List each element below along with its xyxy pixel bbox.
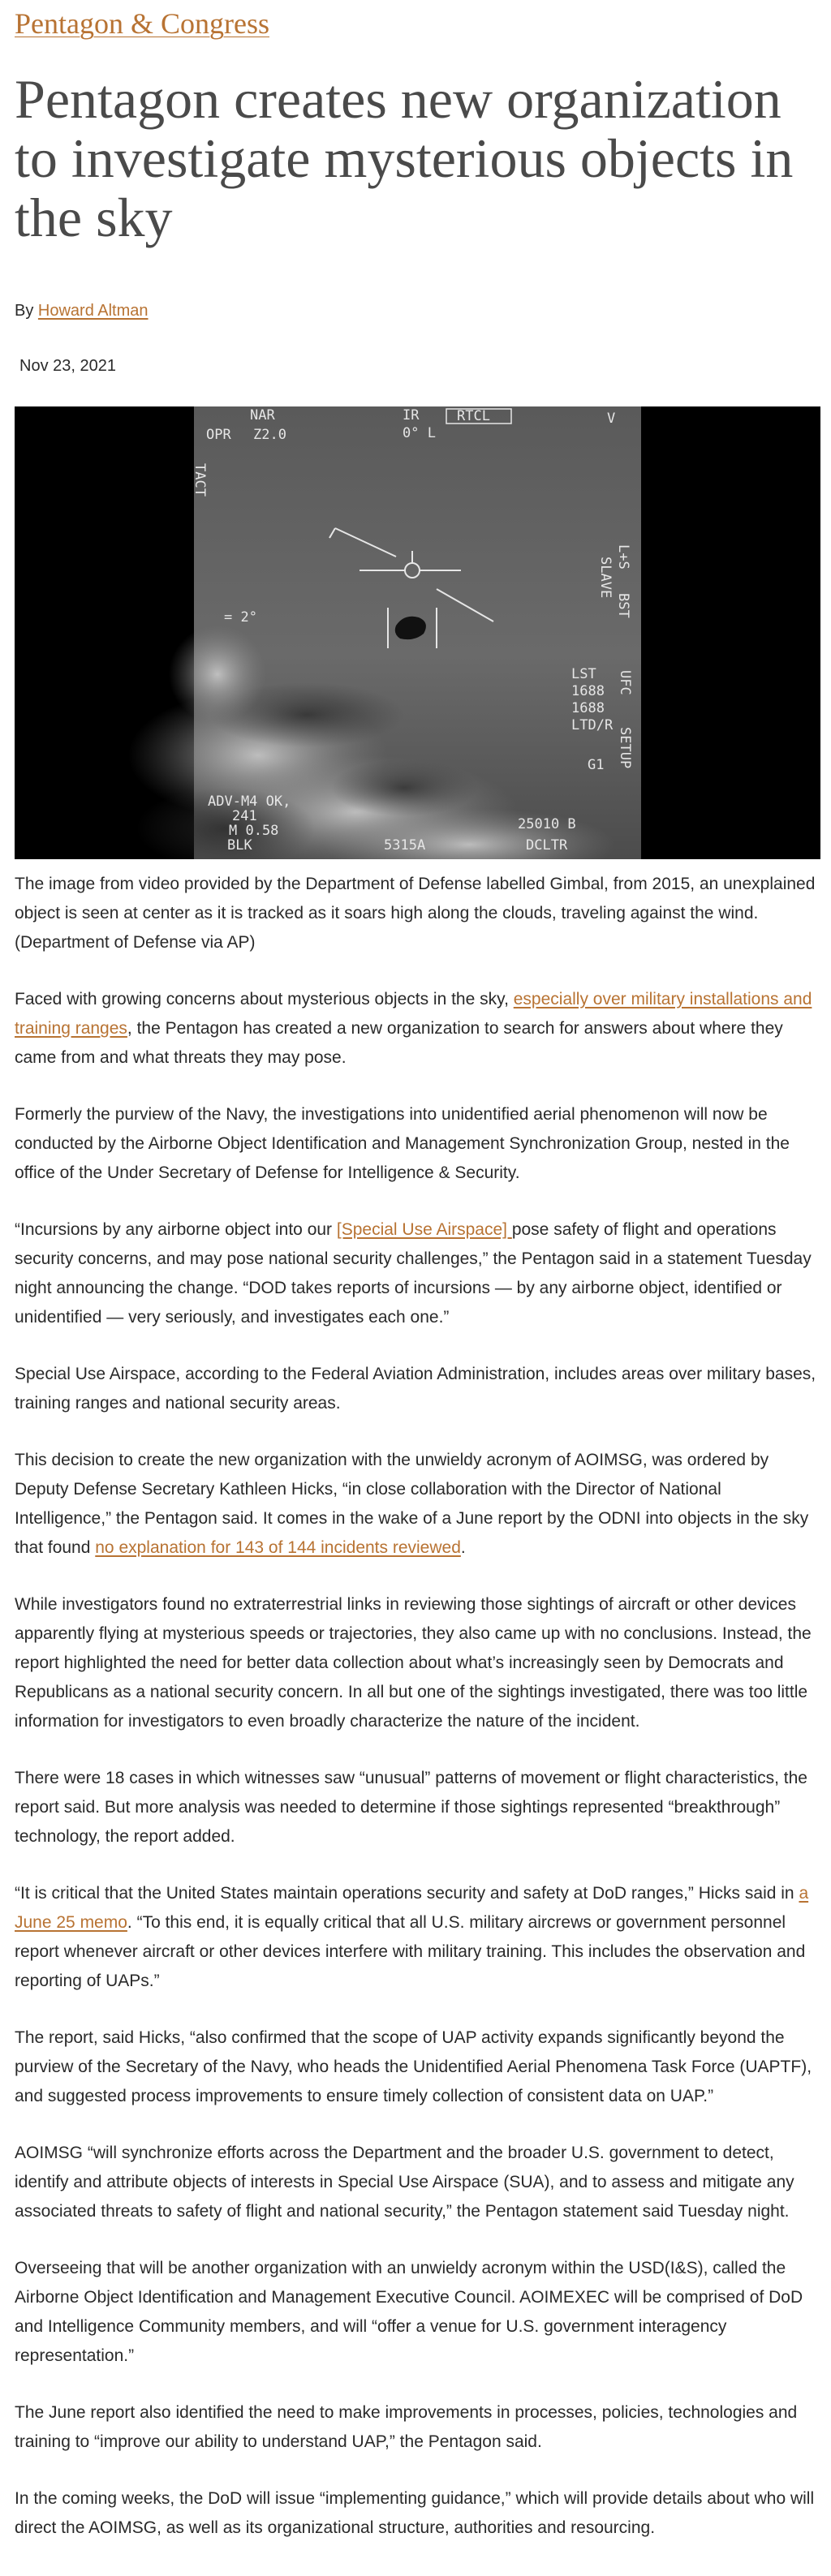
- text: .: [460, 1538, 466, 1557]
- image-caption: The image from video provided by the Department of Defense labelled Gimbal, from 2015, an unexplained object is seen at center as it is tracked as it soars high along the clouds, traveling against the wind. (Department of Defense via AP): [15, 875, 816, 952]
- hud-adv: ADV-M4 OK,: [208, 793, 291, 810]
- hud-g1: G1: [588, 757, 605, 773]
- paragraph: While investigators found no extraterrestrial links in reviewing those sightings of aircraft or other devices apparently flying at mysterious speeds or trajectories, they also came up with no conclusions. Instead, the report highlighted the need for better data collection about what’s increasingly seen by Democrats and Republicans as a national security concern. In all but one of the sightings investigated, there was too little information for investigators to even broadly characterize the nature of the incident.: [15, 1595, 812, 1731]
- hud-right-col: L+S: [615, 544, 631, 570]
- text: “It is critical that the United States maintain operations security and safety at DoD ranges,” Hicks said in: [15, 1884, 799, 1903]
- section-link[interactable]: Pentagon & Congress: [15, 7, 269, 40]
- hud-tact: TACT: [192, 463, 208, 497]
- paragraph: Special Use Airspace, according to the Federal Aviation Administration, includes areas over military bases, training ranges and national security areas.: [15, 1365, 816, 1413]
- text: “Incursions by any airborne object into our: [15, 1220, 337, 1239]
- hud-blk: BLK: [227, 837, 252, 854]
- hud-mach: M 0.58: [229, 823, 279, 839]
- hud-ir: IR: [403, 407, 420, 424]
- hud-opr: OPR: [206, 427, 231, 443]
- text: pose safety of flight and operations security concerns, and may pose national security challenges,” the Pentagon said in a statement Tuesday night announcing the change. “DOD takes reports of incursions — by any airborne object, identified or unidentified — very seriously, and investigates each one.”: [15, 1220, 812, 1327]
- author-link[interactable]: Howard Altman: [37, 302, 149, 320]
- article-body: [15, 870, 818, 2570]
- text: . “To this end, it is equally critical that all U.S. military aircrews or government personnel report whenever aircraft or other devices interfere with military training. This includes the observation and reporting of UAPs.”: [15, 1913, 806, 1990]
- paragraph: In the coming weeks, the DoD will issue “implementing guidance,” which will provide details about who will direct the AOIMSG, as well as its organizational structure, authorities and resourcing.: [15, 2489, 815, 2537]
- text: This decision to create the new organization with the unwieldy acronym of AOIMSG, was ordered by Deputy Defense Secretary Kathleen Hicks, “in close collaboration with the Director of National Intelligence,” the Pentagon said. It comes in the wake of a June report by the ODNI into objects in the sky that found: [15, 1451, 809, 1557]
- hud-zoom: Z2.0: [253, 427, 286, 443]
- hud-rtcl: RTCL: [457, 408, 490, 424]
- special-use-airspace-link[interactable]: [Special Use Airspace]: [336, 1220, 512, 1239]
- hud-ltd: LTD/R: [571, 717, 614, 733]
- hud-alt: 25010 B: [518, 816, 576, 832]
- paragraph: [15, 1215, 818, 1332]
- hud-ir-sub: 0° L: [403, 425, 436, 441]
- text: , the Pentagon has created a new organization to search for answers about where they came from and what threats they may pose.: [15, 1019, 783, 1067]
- article-title: Pentagon creates new organization to investigate mysterious objects in the sky: [15, 68, 794, 248]
- june-25-memo-link[interactable]: a June 25 memo: [15, 1884, 809, 1932]
- paragraph: The report, said Hicks, “also confirmed that the scope of UAP activity expands significantly beyond the purview of the Secretary of the Navy, who heads the Unidentified Aerial Phenomena Task Force (UAPTF), and suggested process improvements to ensure timely collection of consistent data on UAP.”: [15, 2028, 812, 2105]
- paragraph: There were 18 cases in which witnesses saw “unusual” patterns of movement or flight characteristics, the report said. But more analysis was needed to determine if those sightings represented “breakthrough” technology, the report added.: [15, 1769, 807, 1846]
- paragraph: The June report also identified the need to make improvements in processes, policies, technologies and training to “improve our ability to understand UAP,” the Pentagon said.: [15, 2403, 798, 2451]
- hud-v: V: [607, 411, 616, 427]
- byline-prefix: By: [15, 302, 34, 320]
- paragraph: [15, 1879, 818, 1996]
- paragraph: AOIMSG “will synchronize efforts across the Department and the broader U.S. government to detect, identify and attribute objects of interests in Special Use Airspace (SUA), and to assess and mitigate any associated threats to safety of flight and national security,” the Pentagon statement said Tuesday night.: [15, 2144, 794, 2221]
- video-frame-area: [128, 406, 641, 859]
- hud-241: 241: [232, 808, 257, 824]
- no-explanation-link[interactable]: no explanation for 143 of 144 incidents reviewed: [95, 1538, 461, 1557]
- paragraph: Overseeing that will be another organization with an unwieldy acronym within the USD(I&S), called the Airborne Object Identification and Management Executive Council. AOIMEXEC will be comprised of DoD and Intelligence Community members, and will “offer a venue for U.S. government interagency representation.”: [15, 2259, 803, 2365]
- hud-angle: = 2°: [224, 609, 257, 626]
- hud-bst: BST: [615, 593, 631, 618]
- paragraph: [15, 1446, 818, 1563]
- hud-slave: SLAVE: [597, 557, 614, 599]
- hud-setup: SETUP: [617, 727, 633, 769]
- hud-nar: NAR: [250, 407, 275, 424]
- hud-lst: LST: [571, 666, 596, 682]
- text: Faced with growing concerns about mysterious objects in the sky,: [15, 990, 514, 1008]
- byline: [15, 302, 149, 320]
- hero-image: [15, 406, 820, 859]
- hud-dcltr: DCLTR: [526, 837, 568, 854]
- hud-n1: 1688: [571, 683, 605, 699]
- paragraph: Formerly the purview of the Navy, the investigations into unidentified aerial phenomenon will now be conducted by the Airborne Object Identification and Management Synchronization Group, nested in the office of the Under Secretary of Defense for Intelligence & Security.: [15, 1105, 790, 1182]
- paragraph: [15, 985, 818, 1073]
- hud-ufc: UFC: [617, 670, 633, 695]
- hud-n2: 1688: [571, 700, 605, 716]
- hud-code: 5315A: [384, 837, 426, 854]
- publish-date: Nov 23, 2021: [19, 357, 116, 375]
- military-installations-link[interactable]: especially over military installations and training ranges: [15, 990, 812, 1038]
- gimbal-video-frame: [15, 406, 820, 859]
